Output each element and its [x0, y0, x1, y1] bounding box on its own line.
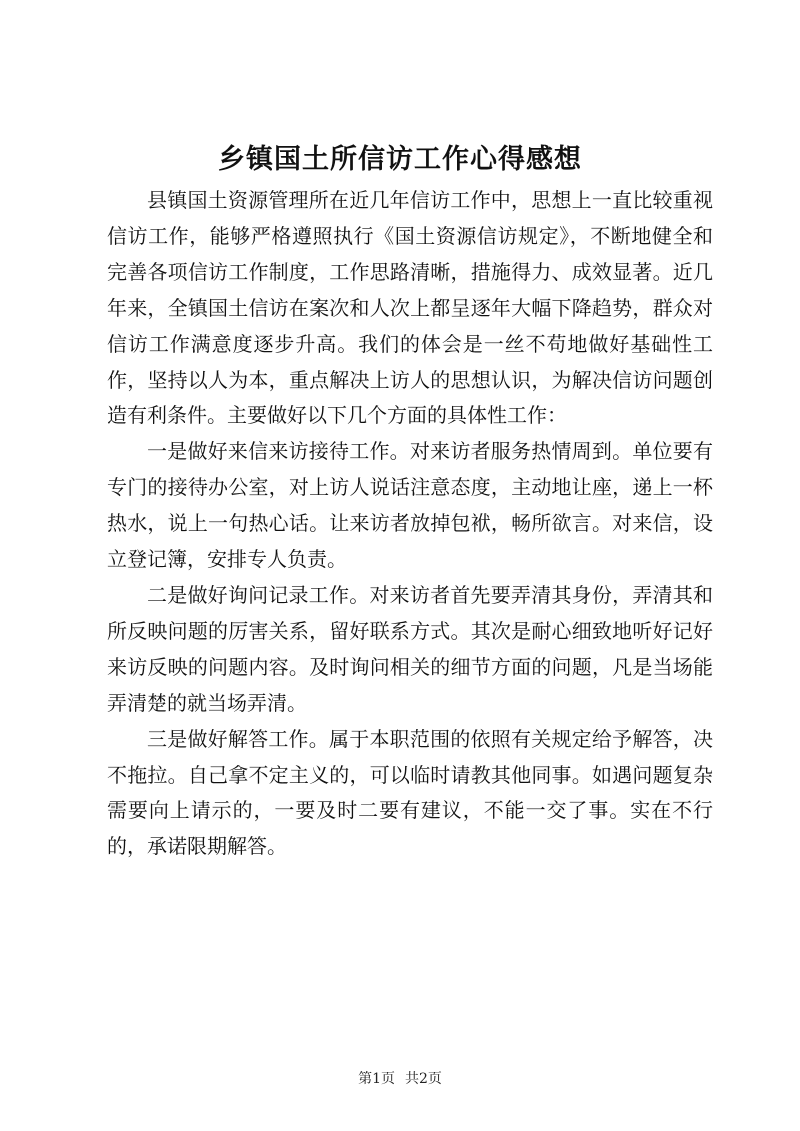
- paragraph-intro: 县镇国土资源管理所在近几年信访工作中，思想上一直比较重视信访工作，能够严格遵照执行《国土资源信访规定》，不断地健全和完善各项信访工作制度，工作思路清晰，措施得力、成效显著。近几年来，全镇国土信访在案次和人次上都呈逐年大幅下降趋势，群众对信访工作满意度逐步升高。我们的体会是一丝不苟地做好基础性工作，坚持以人为本，重点解决上访人的思想认识，为解决信访问题创造有利条件。主要做好以下几个方面的具体性工作：: [107, 188, 713, 428]
- page-number: 第1页: [358, 1071, 395, 1087]
- page-total: 共2页: [405, 1071, 442, 1087]
- document-body: [107, 183, 713, 865]
- document-title: 乡镇国土所信访工作心得感想: [218, 144, 582, 175]
- paragraph-answer: 三是做好解答工作。属于本职范围的依照有关规定给予解答，决不拖拉。自己拿不定主义的，可以临时请教其他同事。如遇问题复杂需要向上请示的，一要及时二要有建议，不能一交了事。实在不行的，承诺限期解答。: [107, 726, 713, 859]
- paragraph-inquiry: 二是做好询问记录工作。对来访者首先要弄清其身份，弄清其和所反映问题的厉害关系，留好联系方式。其次是耐心细致地听好记好来访反映的问题内容。及时询问相关的细节方面的问题，凡是当场能弄清楚的就当场弄清。: [107, 582, 713, 715]
- page-footer: [0, 1069, 800, 1089]
- paragraph-reception: 一是做好来信来访接待工作。对来访者服务热情周到。单位要有专门的接待办公室，对上访人说话注意态度，主动地让座，递上一杯热水，说上一句热心话。让来访者放掉包袱，畅所欲言。对来信，设立登记簿，安排专人负责。: [107, 439, 713, 572]
